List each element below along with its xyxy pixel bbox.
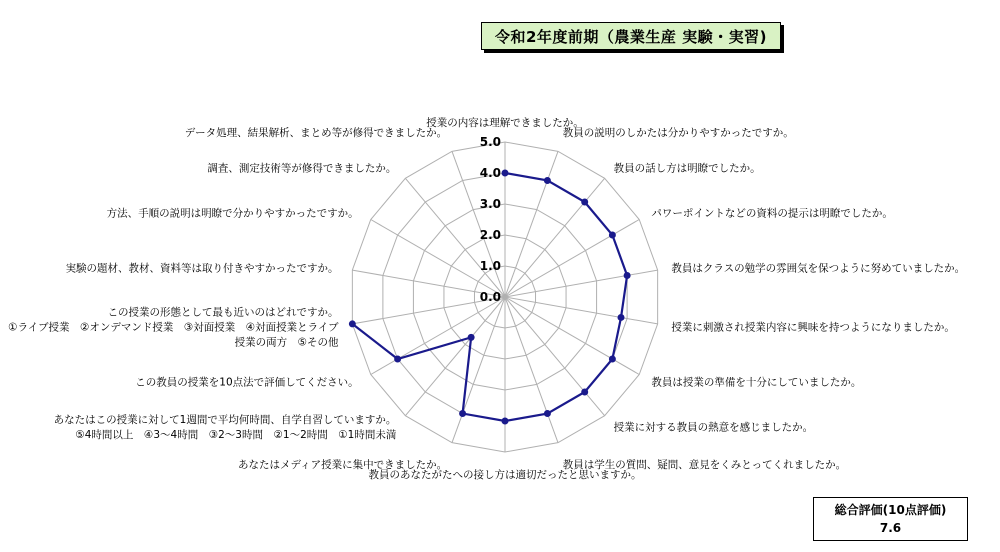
series-point bbox=[502, 418, 509, 425]
axis-label: 教員は授業の準備を十分にしていましたか。 bbox=[651, 376, 862, 389]
summary-box bbox=[813, 497, 968, 541]
scale-tick-label: 1.0 bbox=[479, 259, 501, 273]
axis-label: 調査、測定技術等が修得できましたか。 bbox=[207, 162, 397, 175]
axis-label: 実験の題材、教材、資料等は取り付きやすかったですか。 bbox=[65, 262, 339, 275]
axis-label: 教員の話し方は明瞭でしたか。 bbox=[613, 162, 761, 175]
axis-label: この教員の授業を10点法で評価してください。 bbox=[135, 376, 359, 389]
summary-value: 7.6 bbox=[879, 521, 902, 535]
series-point bbox=[624, 272, 631, 279]
axis-label: この授業の形態として最も近いのはどれですか。 ①ライブ授業 ②オンデマンド授業 ③対面授業 ④対面授業とライブ授業の両方 ⑤その他 bbox=[8, 306, 339, 349]
scale-tick-label: 4.0 bbox=[479, 166, 501, 180]
grid-spoke bbox=[505, 151, 558, 297]
series-point bbox=[609, 356, 616, 363]
axis-label: データ処理、結果解析、まとめ等が修得できましたか。 bbox=[184, 127, 448, 140]
axis-label: 教員のあなたがたへの接し方は適切だったと思いますか。 bbox=[368, 469, 642, 481]
axis-label: 教員はクラスの勉学の雰囲気を保つように努めていましたか。 bbox=[671, 262, 966, 275]
summary-label: 総合評価(10点評価) bbox=[834, 503, 947, 517]
axis-label: 授業に刺激され授業内容に興味を持つようになりましたか。 bbox=[671, 321, 955, 334]
series-point bbox=[349, 320, 356, 327]
series-point bbox=[544, 410, 551, 417]
series-point bbox=[581, 199, 588, 206]
axis-label: パワーポイントなどの資料の提示は明瞭でしたか。 bbox=[651, 207, 893, 220]
grid-spoke bbox=[505, 297, 558, 443]
axis-label: あなたはメディア授業に集中できましたか。 bbox=[238, 458, 448, 471]
chart-title: 令和2年度前期（農業生産 実験・実習) bbox=[481, 22, 781, 50]
axis-label: あなたはこの授業に対して1週間で平均何時間、自学自習していますか。 ⑤4時間以上 ④3～4時間 ③2～3時間 ②1～2時間 ①1時間未満 bbox=[53, 413, 397, 441]
series-point bbox=[459, 410, 466, 417]
series-point bbox=[581, 388, 588, 395]
series-point bbox=[468, 334, 475, 341]
grid-spoke bbox=[452, 297, 505, 443]
scale-tick-label: 2.0 bbox=[479, 228, 501, 242]
series-point bbox=[544, 177, 551, 184]
series-point bbox=[609, 232, 616, 239]
scale-tick-label: 5.0 bbox=[479, 135, 501, 149]
axis-label: 教員は学生の質問、疑問、意見をくみとってくれましたか。 bbox=[562, 458, 847, 471]
scale-tick-label: 3.0 bbox=[479, 197, 501, 211]
series-point bbox=[394, 356, 401, 363]
axis-label: 方法、手順の説明は明瞭で分かりやすかったですか。 bbox=[106, 207, 359, 220]
series-point bbox=[502, 170, 509, 177]
scale-tick-label: 0.0 bbox=[479, 290, 501, 304]
axis-label: 授業の内容は理解できましたか。 bbox=[426, 117, 584, 129]
axis-label: 教員の説明のしかたは分かりやすかったですか。 bbox=[562, 127, 794, 140]
axis-label: 授業に対する教員の熱意を感じましたか。 bbox=[613, 421, 814, 434]
series-point bbox=[618, 314, 625, 321]
radar-grid bbox=[352, 142, 657, 452]
